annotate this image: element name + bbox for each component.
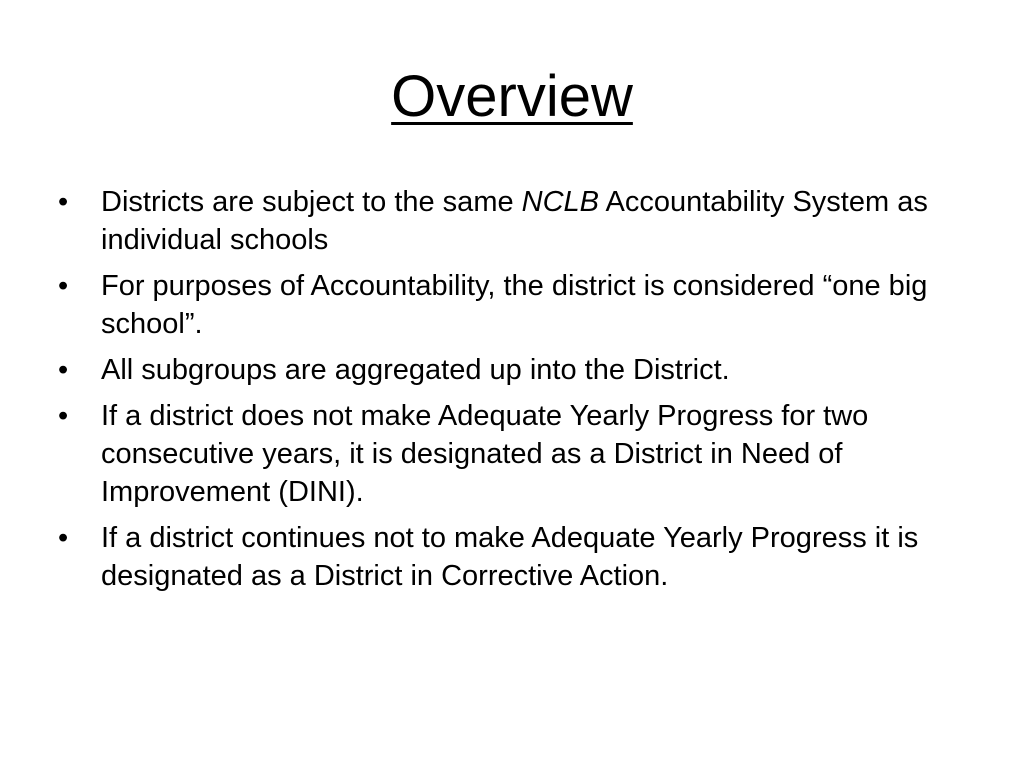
bullet-text-5: If a district continues not to make Adequate Yearly Progress it is designated as a District in Corrective Action. [101,522,919,592]
bullet-text-3: All subgroups are aggregated up into the District. [101,354,730,386]
bullet-list [58,183,958,603]
bullet-text-1-before: Districts are subject to the same [101,186,522,218]
slide-title-text: Overview [391,64,633,129]
bullet-dot-icon: • [58,186,69,218]
slide-title [0,62,1024,132]
bullet-text-4: If a district does not make Adequate Yearly Progress for two consecutive years, it is designated as a District in Need of Improvement (DINI). [101,400,869,508]
bullet-dot-icon: • [58,400,69,432]
bullet-dot-icon: • [58,270,69,302]
bullet-text-1-emphasis: NCLB [521,186,600,218]
bullet-item-2 [58,267,958,343]
bullet-dot-icon: • [58,522,69,554]
bullet-item-1 [58,183,958,259]
bullet-item-4 [58,397,958,511]
bullet-item-5 [58,519,958,595]
bullet-dot-icon: • [58,354,69,386]
bullet-text-2: For purposes of Accountability, the district is considered “one big school”. [101,270,928,340]
bullet-text-1-after: Accountability System as individual schools [101,186,928,256]
bullet-item-3 [58,351,958,389]
